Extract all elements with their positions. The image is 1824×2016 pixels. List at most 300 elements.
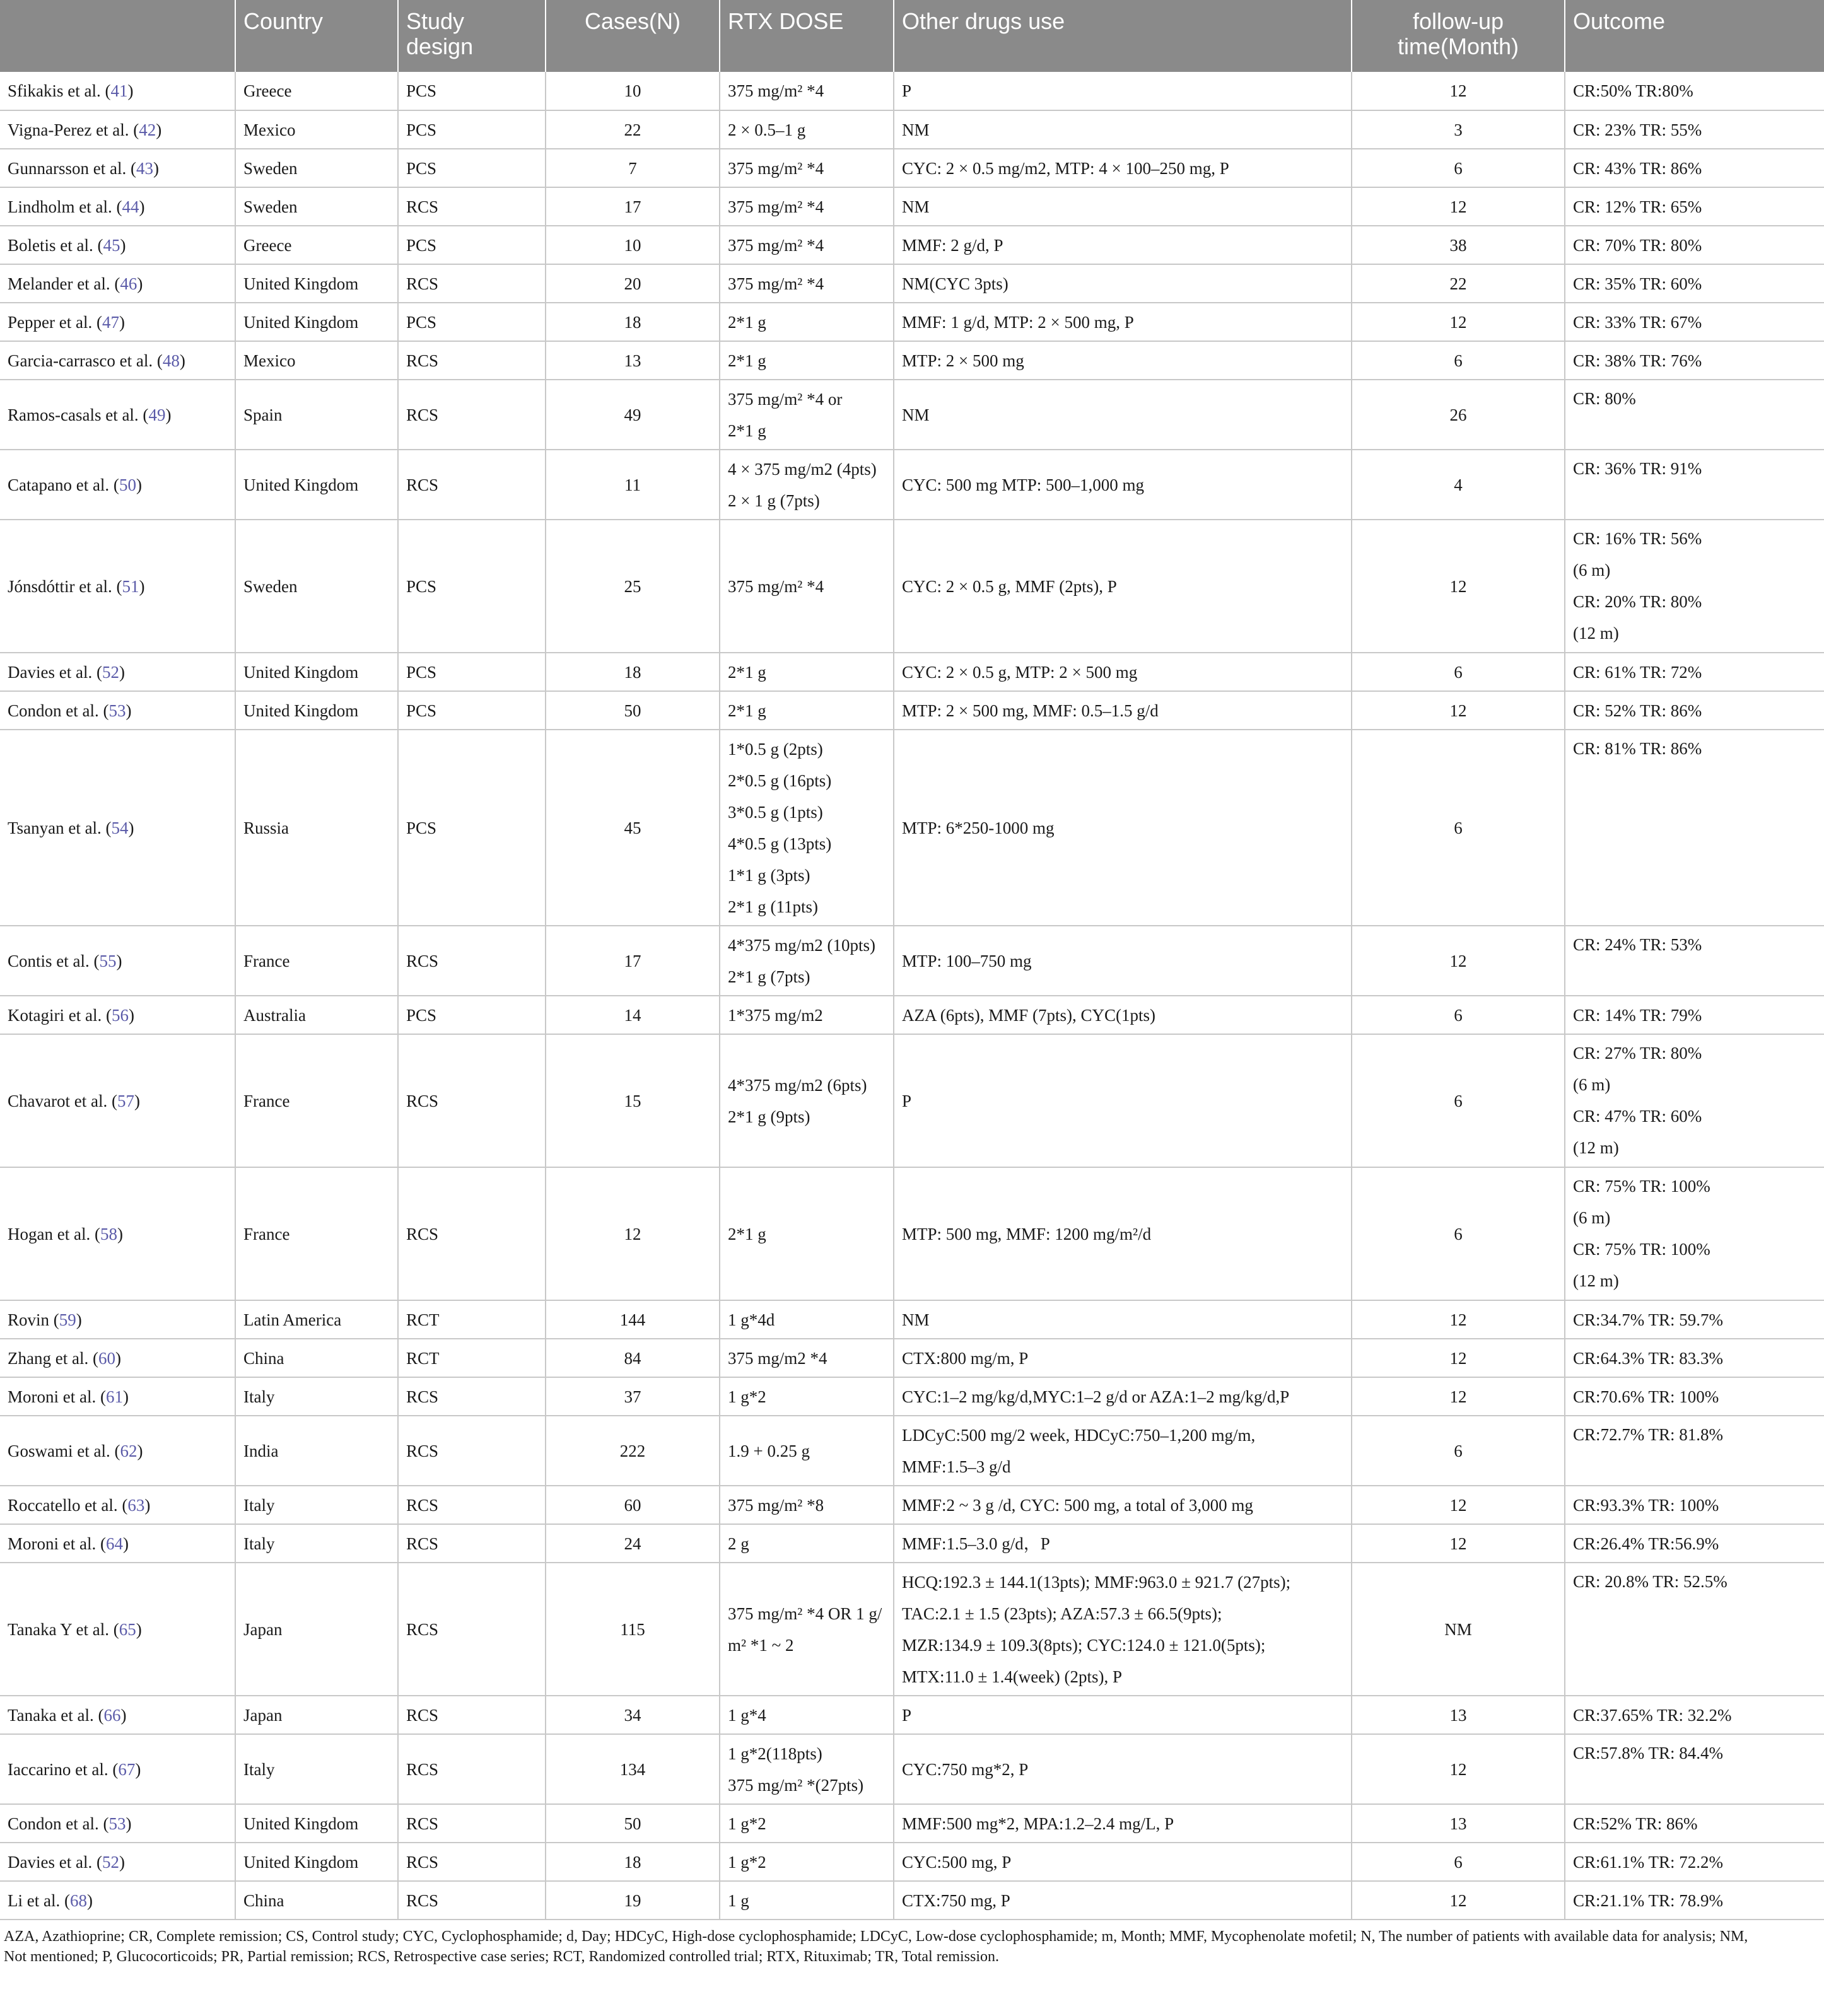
followup-cell [1352,1167,1565,1300]
drugs-line: CYC: 2 × 0.5 g, MMF (2pts), P [902,576,1117,596]
dose-cell [720,520,894,653]
country-value: United Kingdom [243,1852,359,1872]
cases-value: 222 [619,1441,646,1460]
followup-value: NM [1444,1619,1472,1639]
outcome-line: (6 m) [1573,561,1611,580]
cases-value: 115 [620,1619,645,1639]
reference-link[interactable]: 41 [110,81,128,100]
design-cell [398,149,546,187]
outcome-cell [1565,1804,1824,1843]
dose-line: 1*1 g (3pts) [728,865,810,885]
study-name: Garcia-carrasco et al. ( [8,351,163,370]
table-row [0,303,1824,341]
dose-cell [720,1339,894,1377]
country-value: India [243,1441,279,1460]
outcome-line: CR:34.7% TR: 59.7% [1573,1310,1724,1329]
dose-cell [720,1524,894,1563]
dose-line: 4 × 375 mg/m2 (4pts) [728,459,877,479]
outcome-line: (12 m) [1573,1271,1619,1290]
design-cell [398,926,546,996]
outcome-line: (6 m) [1573,1208,1611,1227]
followup-cell [1352,1524,1565,1563]
table-row [0,1167,1824,1300]
cases-value: 45 [624,818,641,837]
cases-cell [546,187,720,226]
design-cell [398,1416,546,1486]
drugs-line: MMF:1.5–3 g/d [902,1457,1011,1476]
cases-cell [546,303,720,341]
drugs-line: NM [902,120,930,139]
design-cell [398,380,546,450]
outcome-cell [1565,1881,1824,1920]
dose-line: 375 mg/m² *4 [728,235,824,255]
followup-value: 12 [1449,951,1467,970]
design-cell [398,110,546,149]
study-name: Iaccarino et al. ( [8,1759,119,1779]
study-name: Catapano et al. ( [8,475,119,494]
reference-link[interactable]: 53 [108,1814,126,1833]
outcome-cell [1565,691,1824,730]
study-name: Melander et al. ( [8,274,120,293]
country-cell [235,653,398,691]
dose-line: 3*0.5 g (1pts) [728,802,823,822]
design-cell [398,1339,546,1377]
country-cell [235,303,398,341]
table-row [0,1377,1824,1416]
cases-value: 12 [624,1224,641,1244]
reference-link[interactable]: 47 [102,312,119,332]
design-cell [398,1843,546,1881]
drugs-cell [894,380,1352,450]
country-cell [235,1167,398,1300]
country-value: Australia [243,1005,306,1025]
country-cell [235,264,398,303]
dose-cell [720,653,894,691]
design-value: PCS [406,1005,437,1025]
followup-value: 6 [1454,1441,1463,1460]
study-name: Condon et al. ( [8,701,109,720]
followup-cell [1352,341,1565,380]
outcome-cell [1565,450,1824,520]
cases-value: 17 [624,197,641,216]
design-value: RCS [406,197,439,216]
followup-value: 12 [1449,1891,1467,1910]
drugs-line: CYC:500 mg, P [902,1852,1012,1872]
design-value: RCS [406,1534,439,1553]
cases-value: 50 [624,701,641,720]
reference-link[interactable]: 66 [103,1705,121,1725]
outcome-line: CR: 36% TR: 91% [1573,459,1702,478]
country-cell [235,1734,398,1804]
followup-cell [1352,264,1565,303]
reference-link[interactable]: 61 [105,1387,123,1406]
country-value: United Kingdom [243,662,359,682]
study-cell [0,1486,235,1524]
drugs-line: P [902,1091,912,1110]
dose-line: 375 mg/m² *4 or [728,389,843,409]
study-name: Condon et al. ( [8,1814,109,1833]
drugs-line: MMF: 2 g/d, P [902,235,1003,255]
reference-close-paren: ) [120,1705,127,1725]
study-name: Davies et al. ( [8,1852,102,1872]
study-cell [0,1167,235,1300]
reference-close-paren: ) [116,951,122,970]
followup-value: 6 [1454,818,1463,837]
outcome-cell [1565,149,1824,187]
reference-link[interactable]: 51 [122,576,139,596]
table-row [0,1734,1824,1804]
design-value: RCT [406,1348,440,1368]
reference-link[interactable]: 45 [103,235,120,255]
design-value: PCS [406,312,437,332]
reference-link[interactable]: 50 [119,475,136,494]
followup-cell [1352,1034,1565,1167]
followup-value: 12 [1449,1387,1467,1406]
study-cell [0,1734,235,1804]
drugs-cell [894,1377,1352,1416]
country-cell [235,1300,398,1339]
cases-value: 50 [624,1814,641,1833]
drugs-line: MTP: 2 × 500 mg, MMF: 0.5–1.5 g/d [902,701,1159,720]
study-cell [0,1881,235,1920]
followup-value: 12 [1449,197,1467,216]
design-value: RCS [406,1891,439,1910]
dose-cell [720,1167,894,1300]
followup-cell [1352,1486,1565,1524]
design-cell [398,520,546,653]
study-name: Gunnarsson et al. ( [8,158,136,178]
study-cell [0,264,235,303]
study-cell [0,996,235,1034]
outcome-line: CR: 38% TR: 76% [1573,351,1702,370]
study-cell [0,1300,235,1339]
reference-close-paren: ) [122,1534,129,1553]
dose-line: 2*1 g [728,421,766,440]
dose-line: 2*1 g (9pts) [728,1107,810,1126]
followup-cell [1352,110,1565,149]
outcome-line: CR: 75% TR: 100% [1573,1240,1710,1259]
outcome-cell [1565,1563,1824,1696]
outcome-cell [1565,653,1824,691]
study-name: Boletis et al. ( [8,235,103,255]
country-cell [235,1804,398,1843]
design-value: RCS [406,1441,439,1460]
country-cell [235,341,398,380]
reference-link[interactable]: 54 [111,818,129,837]
study-name: Moroni et al. ( [8,1534,106,1553]
dose-line: 1 g*2 [728,1387,766,1406]
drugs-line: MTP: 6*250-1000 mg [902,818,1055,837]
cases-cell [546,1734,720,1804]
drugs-line: MTP: 500 mg, MMF: 1200 mg/m²/d [902,1224,1152,1244]
outcome-line: CR: 61% TR: 72% [1573,662,1702,682]
reference-link[interactable]: 59 [59,1310,76,1329]
design-value: PCS [406,818,437,837]
outcome-line: CR: 20.8% TR: 52.5% [1573,1572,1728,1591]
reference-close-paren: ) [137,274,143,293]
reference-link[interactable]: 43 [136,158,153,178]
cases-value: 37 [624,1387,641,1406]
table-row [0,653,1824,691]
study-name: Lindholm et al. ( [8,197,122,216]
outcome-cell [1565,1377,1824,1416]
cases-cell [546,653,720,691]
reference-link[interactable]: 60 [98,1348,115,1368]
study-cell [0,1034,235,1167]
dose-line: 2*1 g [728,662,766,682]
country-value: China [243,1348,284,1368]
study-cell [0,926,235,996]
drugs-cell [894,72,1352,110]
table-row [0,1339,1824,1377]
country-cell [235,1416,398,1486]
design-cell [398,264,546,303]
header-country: Country [235,0,398,72]
outcome-line: CR:37.65% TR: 32.2% [1573,1705,1732,1725]
reference-link[interactable]: 55 [99,951,117,970]
drugs-line: P [902,81,912,100]
table-row [0,110,1824,149]
design-cell [398,72,546,110]
cases-value: 18 [624,312,641,332]
reference-close-paren: ) [134,1091,140,1110]
reference-link[interactable]: 49 [148,405,166,424]
reference-link[interactable]: 57 [117,1091,134,1110]
outcome-cell [1565,110,1824,149]
reference-link[interactable]: 44 [122,197,139,216]
dose-cell [720,926,894,996]
cases-cell [546,1167,720,1300]
dose-line: m² *1 ~ 2 [728,1635,794,1655]
design-cell [398,1881,546,1920]
drugs-cell [894,450,1352,520]
design-value: RCS [406,1814,439,1833]
drugs-cell [894,187,1352,226]
dose-line: 1*0.5 g (2pts) [728,739,823,759]
reference-link[interactable]: 42 [139,120,156,139]
dose-cell [720,1416,894,1486]
dose-cell [720,1486,894,1524]
table-row [0,226,1824,264]
drugs-cell [894,691,1352,730]
study-cell [0,1377,235,1416]
drugs-line: NM [902,405,930,424]
reference-link[interactable]: 48 [162,351,180,370]
followup-cell [1352,730,1565,926]
drugs-cell [894,149,1352,187]
cases-cell [546,1881,720,1920]
outcome-cell [1565,1843,1824,1881]
design-cell [398,1300,546,1339]
design-value: RCS [406,405,439,424]
followup-value: 12 [1449,1495,1467,1515]
cases-cell [546,1034,720,1167]
reference-link[interactable]: 56 [111,1005,129,1025]
table-row [0,1563,1824,1696]
design-cell [398,1696,546,1734]
cases-cell [546,926,720,996]
reference-close-paren: ) [179,351,185,370]
reference-close-paren: ) [165,405,172,424]
followup-value: 12 [1449,81,1467,100]
cases-cell [546,1377,720,1416]
country-value: Mexico [243,351,296,370]
design-cell [398,1167,546,1300]
country-value: China [243,1891,284,1910]
followup-cell [1352,1804,1565,1843]
reference-link[interactable]: 68 [69,1891,87,1910]
drugs-cell [894,1563,1352,1696]
country-cell [235,450,398,520]
country-value: France [243,1224,290,1244]
design-cell [398,303,546,341]
study-name: Jónsdóttir et al. ( [8,576,122,596]
country-cell [235,72,398,110]
country-cell [235,1486,398,1524]
country-value: Italy [243,1534,275,1553]
reference-link[interactable]: 62 [120,1441,137,1460]
dose-cell [720,1843,894,1881]
country-cell [235,1524,398,1563]
dose-line: 2*1 g [728,1224,766,1244]
reference-link[interactable]: 63 [127,1495,145,1515]
drugs-cell [894,996,1352,1034]
outcome-line: CR: 35% TR: 60% [1573,274,1702,293]
followup-value: 38 [1449,235,1467,255]
country-cell [235,226,398,264]
reference-link[interactable]: 67 [118,1759,136,1779]
reference-link[interactable]: 46 [120,274,137,293]
reference-link[interactable]: 52 [102,662,119,682]
reference-close-paren: ) [122,1387,129,1406]
country-value: United Kingdom [243,274,359,293]
design-value: RCS [406,1705,439,1725]
drugs-line: NM [902,1310,930,1329]
outcome-cell [1565,730,1824,926]
study-name: Pepper et al. ( [8,312,102,332]
dose-line: 2 × 1 g (7pts) [728,491,820,510]
dose-line: 4*375 mg/m2 (10pts) [728,935,875,955]
table-row [0,1300,1824,1339]
table-row [0,1416,1824,1486]
outcome-cell [1565,1486,1824,1524]
design-cell [398,1734,546,1804]
design-value: RCS [406,1619,439,1639]
reference-link[interactable]: 53 [108,701,126,720]
followup-cell [1352,1339,1565,1377]
reference-link[interactable]: 58 [100,1224,117,1244]
table-row [0,72,1824,110]
dose-cell [720,996,894,1034]
drugs-line: LDCyC:500 mg/2 week, HDCyC:750–1,200 mg/m, [902,1425,1256,1445]
outcome-line: CR:72.7% TR: 81.8% [1573,1425,1724,1444]
followup-value: 6 [1454,158,1463,178]
dose-cell [720,149,894,187]
header-study-design: Study design [398,0,546,72]
country-value: France [243,1091,290,1110]
header-cases: Cases(N) [546,0,720,72]
study-cell [0,450,235,520]
design-cell [398,996,546,1034]
study-cell [0,1843,235,1881]
drugs-line: NM [902,197,930,216]
followup-cell [1352,450,1565,520]
followup-value: 12 [1449,312,1467,332]
reference-close-paren: ) [119,1852,125,1872]
dose-line: 375 mg/m² *4 OR 1 g/ [728,1604,882,1623]
dose-line: 375 mg/m² *4 [728,81,824,100]
drugs-cell [894,653,1352,691]
design-value: RCS [406,1852,439,1872]
followup-value: 3 [1454,120,1463,139]
design-cell [398,1804,546,1843]
outcome-line: CR:26.4% TR:56.9% [1573,1534,1719,1553]
drugs-line: MTX:11.0 ± 1.4(week) (2pts), P [902,1667,1123,1686]
design-value: PCS [406,662,437,682]
outcome-cell [1565,1524,1824,1563]
study-name: Contis et al. ( [8,951,100,970]
dose-line: 375 mg/m² *(27pts) [728,1775,864,1795]
country-cell [235,520,398,653]
reference-link[interactable]: 65 [119,1619,136,1639]
design-cell [398,730,546,926]
country-value: France [243,951,290,970]
outcome-line: (12 m) [1573,1138,1619,1157]
followup-cell [1352,1563,1565,1696]
outcome-cell [1565,72,1824,110]
design-value: RCS [406,951,439,970]
table-row [0,520,1824,653]
dose-line: 2*0.5 g (16pts) [728,771,832,790]
outcome-line: CR: 52% TR: 86% [1573,701,1702,720]
drugs-line: P [902,1705,912,1725]
dose-cell [720,1563,894,1696]
design-cell [398,1034,546,1167]
dose-line: 2*1 g [728,701,766,720]
reference-link[interactable]: 52 [102,1852,119,1872]
outcome-line: CR:57.8% TR: 84.4% [1573,1744,1724,1763]
reference-close-paren: ) [126,1814,132,1833]
cases-value: 84 [624,1348,641,1368]
country-value: Mexico [243,120,296,139]
country-value: United Kingdom [243,312,359,332]
design-cell [398,1377,546,1416]
study-cell [0,72,235,110]
reference-close-paren: ) [119,662,125,682]
dose-cell [720,450,894,520]
dose-cell [720,110,894,149]
reference-link[interactable]: 64 [105,1534,123,1553]
dose-line: 1 g*4d [728,1310,775,1329]
country-cell [235,1339,398,1377]
country-cell [235,1034,398,1167]
study-name: Ramos-casals et al. ( [8,405,149,424]
drugs-cell [894,1486,1352,1524]
cases-value: 10 [624,81,641,100]
cases-value: 10 [624,235,641,255]
country-value: Italy [243,1387,275,1406]
drugs-cell [894,1300,1352,1339]
country-value: Sweden [243,576,298,596]
dose-line: 375 mg/m² *4 [728,158,824,178]
outcome-line: CR: 80% [1573,389,1636,408]
followup-cell [1352,1300,1565,1339]
country-value: Sweden [243,197,298,216]
cases-value: 18 [624,662,641,682]
country-value: Russia [243,818,289,837]
cases-cell [546,1563,720,1696]
header-rtx-dose: RTX DOSE [720,0,894,72]
